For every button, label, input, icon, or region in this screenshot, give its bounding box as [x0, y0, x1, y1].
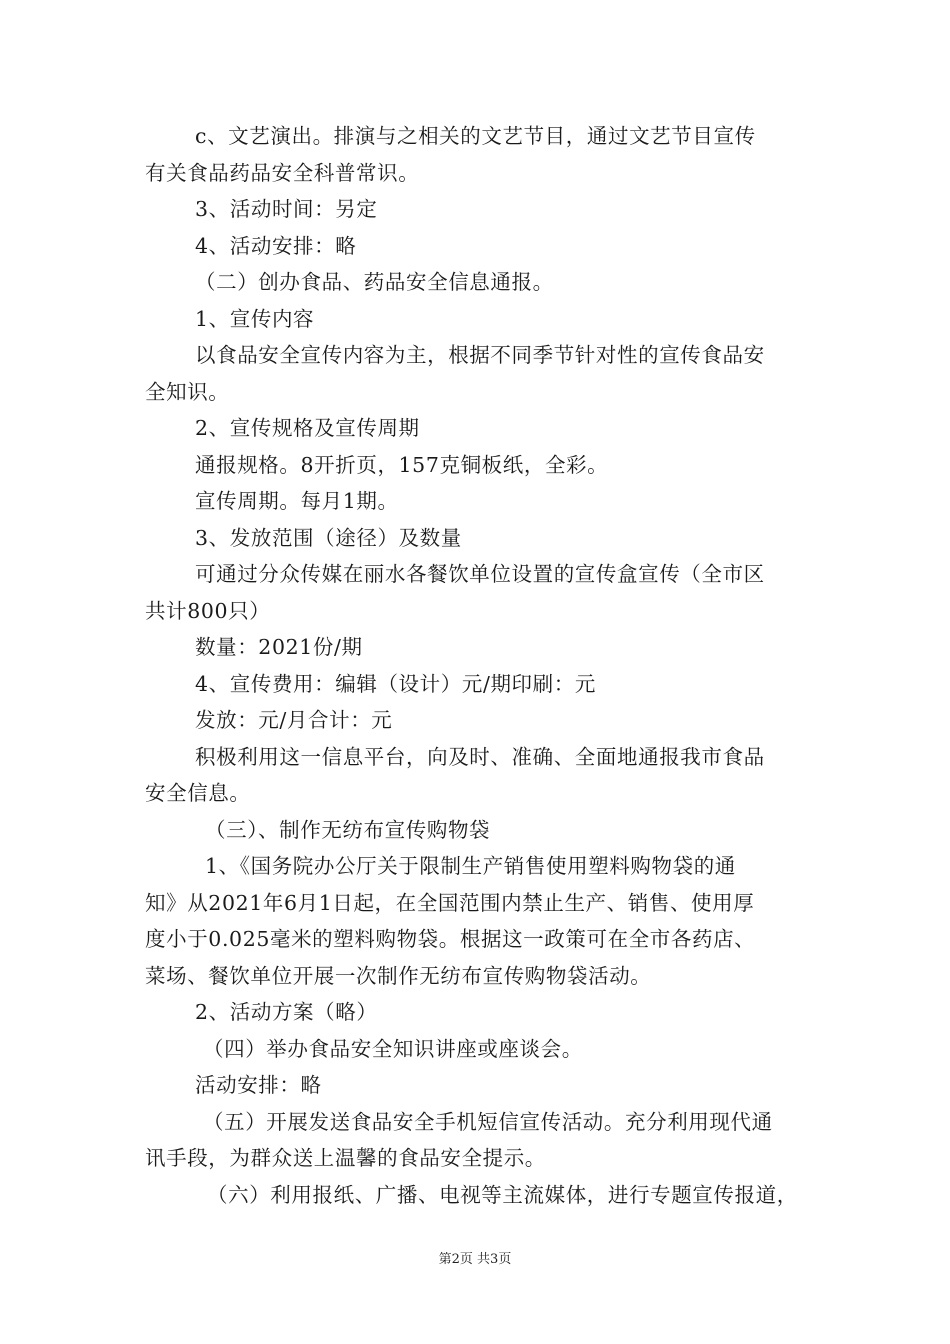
- paragraph-line: 以食品安全宣传内容为主，根据不同季节针对性的宣传食品安: [195, 343, 765, 367]
- paragraph-line: 1、宣传内容: [195, 306, 315, 331]
- paragraph-line: 活动安排：略: [195, 1073, 322, 1097]
- paragraph-line: 积极利用这一信息平台，向及时、准确、全面地通报我市食品: [195, 744, 765, 769]
- document-body: [145, 118, 815, 1213]
- paragraph-line: 共计800只）: [145, 598, 271, 623]
- paragraph-line: 1、《国务院办公厅关于限制生产销售使用塑料购物袋的通: [205, 854, 736, 878]
- paragraph-line: 数量：2021份/期: [195, 635, 363, 659]
- paragraph-line: 3、活动时间：另定: [195, 197, 378, 221]
- paragraph-line: 4、活动安排：略: [195, 233, 357, 258]
- paragraph-line: （四）举办食品安全知识讲座或座谈会。: [203, 1036, 583, 1061]
- paragraph-line: 2、宣传规格及宣传周期: [195, 416, 420, 440]
- paragraph-line: 讯手段，为群众送上温馨的食品安全提示。: [145, 1146, 546, 1170]
- paragraph-line: 菜场、餐饮单位开展一次制作无纺布宣传购物袋活动。: [145, 963, 652, 988]
- paragraph-line: 知》从2021年6月1日起，在全国范围内禁止生产、销售、使用厚: [145, 890, 755, 915]
- paragraph-line: 4、宣传费用：编辑（设计）元/期印刷：元: [195, 671, 596, 696]
- paragraph-line: （二）创办食品、药品安全信息通报。: [195, 270, 554, 294]
- paragraph-line: 3、发放范围（途径）及数量: [195, 525, 462, 550]
- paragraph-line: （六）利用报纸、广播、电视等主流媒体，进行专题宣传报道，: [207, 1182, 798, 1207]
- paragraph-line: 全知识。: [145, 379, 230, 404]
- paragraph-line: （五）开展发送食品安全手机短信宣传活动。充分利用现代通: [203, 1109, 773, 1134]
- paragraph-line: 通报规格。8开折页，157克铜板纸，全彩。: [195, 452, 609, 477]
- paragraph-line: c、文艺演出。排演与之相关的文艺节目，通过文艺节目宣传: [195, 124, 756, 148]
- paragraph-line: 可通过分众传媒在丽水各餐饮单位设置的宣传盒宣传（全市区: [195, 562, 765, 586]
- paragraph-line: 安全信息。: [145, 781, 251, 805]
- paragraph-line: （三）、制作无纺布宣传购物袋: [205, 817, 491, 842]
- page-number-footer: 第2页 共3页: [438, 1252, 512, 1267]
- paragraph-line: 发放：元/月合计：元: [195, 708, 393, 732]
- paragraph-line: 2、活动方案（略）: [195, 1000, 378, 1024]
- paragraph-line: 度小于0.025毫米的塑料购物袋。根据这一政策可在全市各药店、: [145, 927, 756, 951]
- paragraph-line: 有关食品药品安全科普常识。: [145, 160, 420, 185]
- paragraph-line: 宣传周期。每月1期。: [195, 489, 399, 513]
